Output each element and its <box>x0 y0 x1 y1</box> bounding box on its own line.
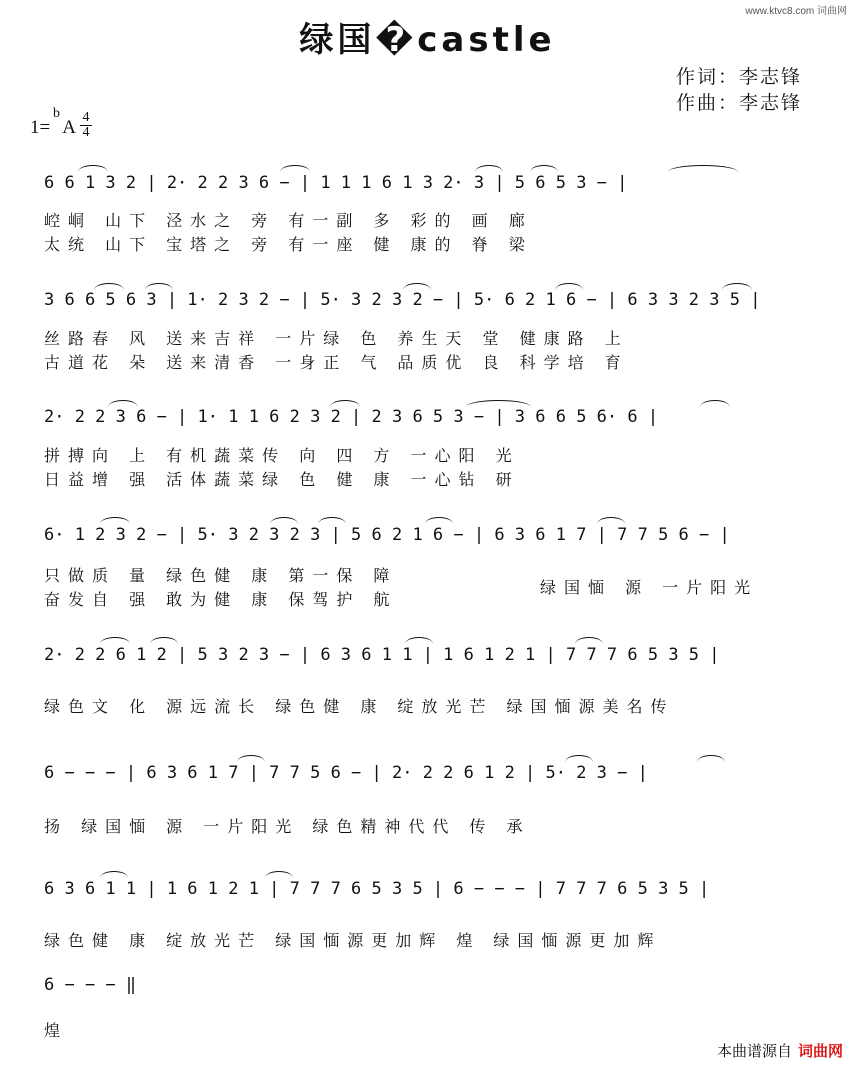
slur <box>555 283 583 290</box>
slur <box>280 165 310 172</box>
time-top: 4 <box>82 110 90 125</box>
slur <box>575 637 603 644</box>
score-row-2-lyric-1: 丝路春 风 送来吉祥 一片绿 色 养生天 堂 健康路 上 <box>44 329 629 348</box>
footer-source <box>717 1040 843 1061</box>
score-row-2-lyric-2: 古道花 朵 送来清香 一身正 气 品质优 良 科学培 育 <box>44 353 629 372</box>
score-row-4-lyric-1: 只做质 量 绿色健 康 第一保 障 <box>44 566 398 585</box>
slur <box>78 165 108 172</box>
score-row-4-lyric-2: 奋发自 强 敢为健 康 保驾护 航 <box>44 590 398 609</box>
score-row-3-lyric-1: 拼搏向 上 有机蔬菜传 向 四 方 一心阳 光 <box>44 446 520 465</box>
slur <box>145 283 173 290</box>
slur <box>108 400 138 407</box>
time-signature <box>79 111 93 140</box>
score-row-3-lyric-2: 日益增 强 活体蔬菜绿 色 健 康 一心钻 研 <box>44 470 520 489</box>
slur <box>100 871 128 878</box>
score-row-1-lyric-2: 太统 山下 宝塔之 旁 有一座 健 康的 脊 梁 <box>44 235 533 254</box>
score-row-2-notes: 3 6 6 5 6 3 | 1· 2 3 2 − | 5· 3 2 3 2 − | 5· 6 2 1 6 − | 6 3 3 2 3 5 | <box>44 290 761 310</box>
score-row-8-notes: 6 − − − ‖ <box>44 975 137 995</box>
score-row-3-notes: 2· 2 2 3 6 − | 1· 1 1 6 2 3 2 | 2 3 6 5 3 − | 3 6 6 5 6· 6 | <box>44 407 659 427</box>
time-bottom: 4 <box>82 125 90 140</box>
slur <box>150 637 178 644</box>
slur <box>697 755 725 762</box>
footer-text: 本曲谱源自 <box>716 1042 792 1060</box>
slur <box>700 400 730 407</box>
slur <box>475 165 503 172</box>
page-title: 绿国�castle <box>299 20 556 60</box>
score-row-1-notes: 6 6 1 3 2 | 2· 2 2 3 6 − | 1 1 1 6 1 3 2· 3 | 5 6 5 3 − | <box>44 173 628 193</box>
score-row-6-notes: 6 − − − | 6 3 6 1 7 | 7 7 5 6 − | 2· 2 2 6 1 2 | 5· 2 3 − | <box>44 763 648 783</box>
slur <box>237 755 265 762</box>
slur <box>330 400 360 407</box>
slur <box>100 637 130 644</box>
flat-sign: b <box>53 106 60 121</box>
key-label: 1= <box>30 117 51 138</box>
slur <box>668 165 738 172</box>
slur <box>565 755 593 762</box>
slur <box>425 517 453 524</box>
slur <box>94 283 124 290</box>
slur <box>403 283 431 290</box>
score-row-6-lyric-1: 扬 绿国愐 源 一片阳光 绿色精神代代 传 承 <box>44 817 531 836</box>
composer-credit: 作曲：李志锋 <box>676 92 803 114</box>
slur <box>270 517 298 524</box>
score-row-8-lyric-1: 煌 <box>44 1021 69 1040</box>
slur <box>100 517 130 524</box>
slur <box>722 283 752 290</box>
key-signature <box>30 106 90 140</box>
slur <box>318 517 346 524</box>
score-row-5-notes: 2· 2 2 6 1 2 | 5 3 2 3 − | 6 3 6 1 1 | 1 6 1 2 1 | 7 7 7 6 5 3 5 | <box>44 645 720 665</box>
slur <box>265 871 293 878</box>
score-row-7-lyric-1: 绿色健 康 绽放光芒 绿国愐源更加辉 煌 绿国愐源更加辉 <box>44 931 662 950</box>
score-row-1-lyric-1: 崆峒 山下 泾水之 旁 有一副 多 彩的 画 廊 <box>44 211 533 230</box>
slur <box>530 165 558 172</box>
slur <box>405 637 433 644</box>
score-row-5-lyric-1: 绿色文 化 源远流长 绿色健 康 绽放光芒 绿国愐源美名传 <box>44 697 675 716</box>
site-logo[interactable]: 词曲网 <box>797 1042 843 1060</box>
slur <box>597 517 625 524</box>
score-row-4-notes: 6· 1 2 3 2 − | 5· 3 2 3 2 3 | 5 6 2 1 6 − | 6 3 6 1 7 | 7 7 5 6 − | <box>44 525 730 545</box>
lyricist-credit: 作词：李志锋 <box>676 66 803 88</box>
slur <box>466 400 531 407</box>
key-note: A <box>62 117 76 138</box>
score-row-7-notes: 6 3 6 1 1 | 1 6 1 2 1 | 7 7 7 6 5 3 5 | 6 − − − | 7 7 7 6 5 3 5 | <box>44 879 710 899</box>
score-row-4-side-lyric: 绿国愐 源 一片阳光 <box>540 578 759 597</box>
watermark: www.ktvc8.com 词曲网 <box>745 6 847 17</box>
